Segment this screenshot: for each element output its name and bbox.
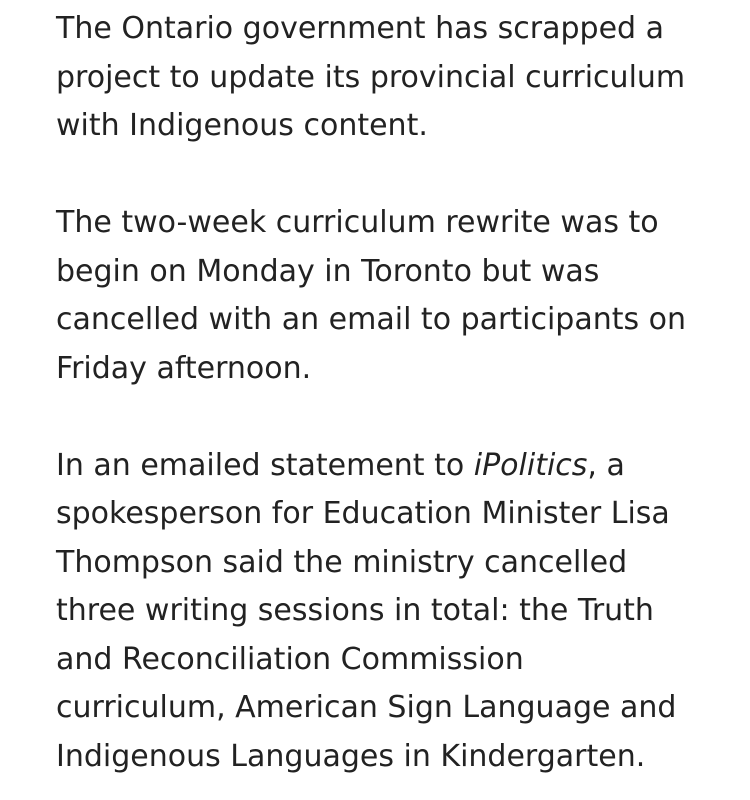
text-line: Indigenous Languages in Kindergarten.	[56, 738, 646, 774]
text-line: curriculum, American Sign Language and	[56, 690, 677, 725]
paragraph-1	[56, 5, 716, 151]
text-line: The two-week curriculum rewrite was to	[56, 205, 659, 240]
text-line: project to update its provincial curriculum	[56, 59, 686, 95]
text-line	[56, 442, 716, 491]
publication-name: iPolitics	[473, 447, 588, 483]
text-line: spokesperson for Education Minister Lisa	[56, 496, 670, 531]
paragraph-3	[56, 442, 716, 782]
text-line: The Ontario government has scrapped a	[56, 11, 664, 46]
article-body	[56, 5, 716, 781]
text-line: with Indigenous content.	[56, 108, 428, 143]
text-line: begin on Monday in Toronto but was	[56, 253, 600, 289]
text-line: and Reconciliation Commission	[56, 641, 524, 677]
paragraph-2	[56, 199, 716, 393]
text-run: In an emailed statement to	[56, 447, 474, 483]
text-line: Friday afternoon.	[56, 350, 312, 386]
text-line: three writing sessions in total: the Truth	[56, 593, 654, 628]
text-line: cancelled with an email to participants on	[56, 302, 687, 337]
text-line: Thompson said the ministry cancelled	[56, 544, 628, 580]
text-run: , a	[587, 447, 625, 483]
